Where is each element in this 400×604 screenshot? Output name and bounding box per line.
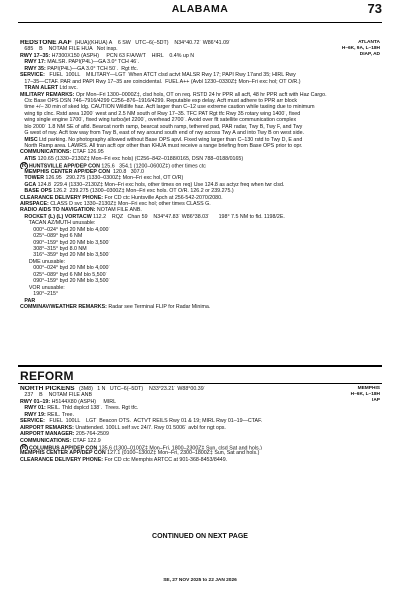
redstone-line: 090°–159° byd 20 NM blo 3,500´	[33, 239, 111, 246]
page-header	[0, 0, 400, 24]
north-pickens-airport-name: NORTH PICKENS	[20, 386, 75, 392]
continued-note: CONTINUED ON NEXT PAGE	[152, 533, 248, 540]
north-pickens-line: 237 B NOTAM FILE ANB	[24, 392, 93, 399]
redstone-line: GCA 124.8 229.4 (1330–2130Z‡ Mon–Fri exc hols, other times on req) Use 124.8 as actyz freq when twr clsd.	[24, 181, 285, 188]
redstone-line: TACAN AZ/MUTH unusable:	[28, 220, 96, 227]
redstone-line: ROCKET (L) (L) VORTACW 112.2 RQZ Chan 59 N34°47.83´ W86°38.03´ 198° 7.5 NM to fld. 1198/2E.	[24, 213, 285, 220]
redstone-line: TRAN ALERT Ltd svc.	[24, 85, 78, 92]
north-pickens-line: AIRPORT REMARKS: Unattended. 100LL self svc 24/7. Rwy 01 5006´ avbl for ngt ops.	[20, 424, 226, 431]
redstone-line: RADIO AIDS TO NAVIGATION: NOTAM FILE ANB.	[20, 207, 142, 214]
chart-reference: DIAP, AD	[359, 52, 380, 58]
redstone-line: MILITARY REMARKS: Opr Mon–Fri 1300–0000Z‡, clsd hols, OT on req. RSTD 24 hr PPR all acft, 48 hr PPR acft with Haz Cargo.	[20, 91, 327, 98]
section-rule-2	[18, 383, 382, 384]
redstone-line: 685 B NOTAM FILE HUA Not insp.	[24, 46, 118, 53]
north-pickens-line: NORTH PICKENS (3M8) 1 N UTC–6(–5DT) N33°23.21´ W88°00.39´	[20, 386, 206, 392]
redstone-line: MEMPHIS CENTER APP/DEP CON 120.8 307.0	[24, 168, 144, 175]
north-pickens-line: CLEARANCE DELIVERY PHONE: For CD ctc Memphis ARTCC at 901-368-8453/8449.	[20, 456, 228, 463]
page-number: 73	[367, 1, 382, 16]
redstone-line: 17–35—CTAF. PAR and PAPI Rwy 17–35 are coincidental. FUEL A++ (Avbl 1230–0330Z‡ Mon–Fri exc hol; OT O/R.)	[24, 78, 301, 85]
redstone-line: wing tip clnc. Rstd area 1200´ west and 2.5 NM south of Rwy 17–35. TFC PAT Rgt tfc Rwy 35 rotary wing 1400´, fixed	[24, 110, 301, 117]
section-title: REFORM	[20, 369, 74, 383]
north-pickens-line: AIRPORT MANAGER: 205-764-2509	[20, 431, 109, 438]
redstone-line: 025°–089° byd 6 NM blo 5,500´	[33, 271, 108, 278]
redstone-line: TOWER 126.95 290.275 (1330–0300Z‡ Mon–Fri exc hol, OT O/R)	[24, 175, 184, 182]
north-pickens-line: R COLUMBUS APP/DEP CON 135.6 (1300–0100Z‡ Mon–Fri, 1800–2300Z‡ Sun, clsd Sat and hols.)	[21, 444, 262, 451]
north-pickens-line: RWY 01: REIL. Thld dsplcd 138´. Trees. Rgt tfc.	[24, 405, 139, 412]
north-pickens-entry	[20, 386, 360, 463]
redstone-airport-name: REDSTONE AAF	[20, 40, 72, 46]
redstone-line: G west of rwy. Acft tow way from Twy B, east of rwy around south end of rwy across Twy A and into Twy B on west side.	[24, 130, 304, 137]
redstone-line: Ctc Base OPS DSN 746–7916/4299 C256–876–1916/4299. Reputable exp delay. Acft must adhere to PPR arr block	[24, 97, 297, 104]
redstone-line: DME unusable:	[28, 258, 66, 265]
redstone-line: 316°–359° byd 20 NM blo 3,500´	[33, 252, 111, 259]
redstone-line: COMMUNICATIONS: CTAF 126.95	[20, 149, 104, 156]
north-pickens-line: SERVICE: FUEL 100LL LGT Beacon OTS. ACTVT REILS Rwy 01 & 19; MIRL Rwy 01–19—CTAF.	[20, 418, 263, 425]
radar-r-icon: R	[21, 444, 27, 451]
state-title: ALABAMA	[171, 3, 229, 15]
redstone-line: REDSTONE AAF (HUA)(KHUA) A 6 SW UTC–6(–5DT) N34°40.72´ W86°41.09´	[20, 40, 231, 46]
redstone-line: 308°–315° byd 8.0 NM	[33, 246, 87, 252]
redstone-line: BASE OPS 126.2 239.275 (1300–0300Z‡ Mon–Fri exc hols. OT O/R. 126.2 or 239.275.)	[24, 188, 234, 195]
chart-reference: H–6K, 9A, L–18H	[341, 46, 380, 52]
redstone-line: RWY 35: PAPI(P4L)—GA 3.0° TCH 50´. Rgt tfc.	[24, 65, 139, 72]
redstone-line: RWY 17–35: H7300X150 (ASPH) PCN 63 F/A/W/T HIRL 0.4% up N	[20, 52, 195, 59]
redstone-line: COMM/NAV/WEATHER REMARKS: Radar see Terminal FLIP for Radar Minima.	[20, 303, 211, 310]
section-rule	[18, 365, 382, 367]
redstone-line: CLEARANCE DELIVERY PHONE: For CD ctc Huntsville Apch at 256-542-2070/2080.	[20, 194, 223, 201]
radar-r-icon: R	[21, 163, 27, 169]
chart-reference: MEMPHIS	[357, 386, 380, 391]
north-pickens-line: MEMPHIS CENTER APP/DEP CON 127.1 (0100–1300Z‡ Mon–Fri, 2300–1800Z‡ Sun, Sat and hols.)	[20, 450, 260, 457]
effective-dates: SE, 27 NOV 2025 to 22 JAN 2026	[163, 578, 237, 583]
redstone-line: VOR unusable:	[28, 284, 65, 291]
redstone-line: 000°–024° byd 20 NM blo 4,000´	[33, 226, 111, 233]
chart-reference: IAP	[372, 398, 380, 404]
redstone-line: 000°–024° byd 20 NM blo 4,000´	[33, 265, 111, 272]
redstone-line: R HUNTSVILLE APP/DEP CON 125.6 354.1 (1200–0600Z‡) other times ctc	[21, 163, 206, 169]
north-pickens-line: RWY 19: REIL. Tree.	[24, 411, 74, 418]
redstone-line: 025°–089° byd 6 NM	[33, 233, 83, 240]
redstone-line: 190°–215°	[33, 291, 59, 298]
chart-reference: H–6K, L–18H	[350, 392, 380, 398]
redstone-line: SERVICE: FUEL 100LL MILITARY—LGT When ATCT clsd actvt MALSR Rwy 17; PAPI Rwy 17and 35; HIRL Rwy	[20, 72, 296, 79]
redstone-line: ATIS 120.65 (1330–2130Z‡ Mon–Fri exc hols) (C256–842–0188/0165, DSN 788–0188/0165)	[24, 155, 244, 162]
redstone-line: 090°–159° byd 20 NM blo 3,500´	[33, 278, 111, 285]
redstone-line: North Ramp area. LAWRS. All tran acft opr other than KHUA must receive a range briefing from Base OPS prior to opr.	[24, 143, 303, 149]
chart-reference: ATLANTA	[358, 40, 380, 45]
north-pickens-line: COMMUNICATIONS: CTAF 122.9	[20, 437, 101, 444]
redstone-line: RWY 17: MALSR. PAPI(P4L)—GA 3.0° TCH 46´.	[24, 59, 140, 66]
redstone-line: AIRSPACE: CLASS D svc 1330–2130Z‡ Mon–Fri exc hol; other times CLASS G.	[20, 200, 211, 207]
redstone-line: time +/– 30 min of sked ldg. CAUTION Wildlife haz. Acft larger than C–12 use extreme caution while taxiing due to minimum	[24, 104, 315, 111]
redstone-line: PAR	[24, 297, 36, 304]
header-rule	[18, 22, 382, 23]
redstone-line: wing single engine 1700´, fixed wing turbo/jet 2200´, overhead 2700´. Avoid over flt satellite communication complex	[24, 117, 297, 124]
redstone-aaf-entry	[20, 40, 360, 310]
redstone-line: MISC Ltd parking. No photography allowed without Base OPS apvl. Fixed wing larger than C–130 rstd to Twy D, E and	[24, 136, 303, 143]
north-pickens-line: RWY 01–19: H5144X80 (ASPH) MIRL	[20, 398, 117, 405]
redstone-line: blo 2000´ 1.8 NM SE of afld. Bearcat north ramp, bearcat south ramp, tethered pad, PAR radar, Twy B, Twy F, and Twy	[24, 123, 303, 130]
